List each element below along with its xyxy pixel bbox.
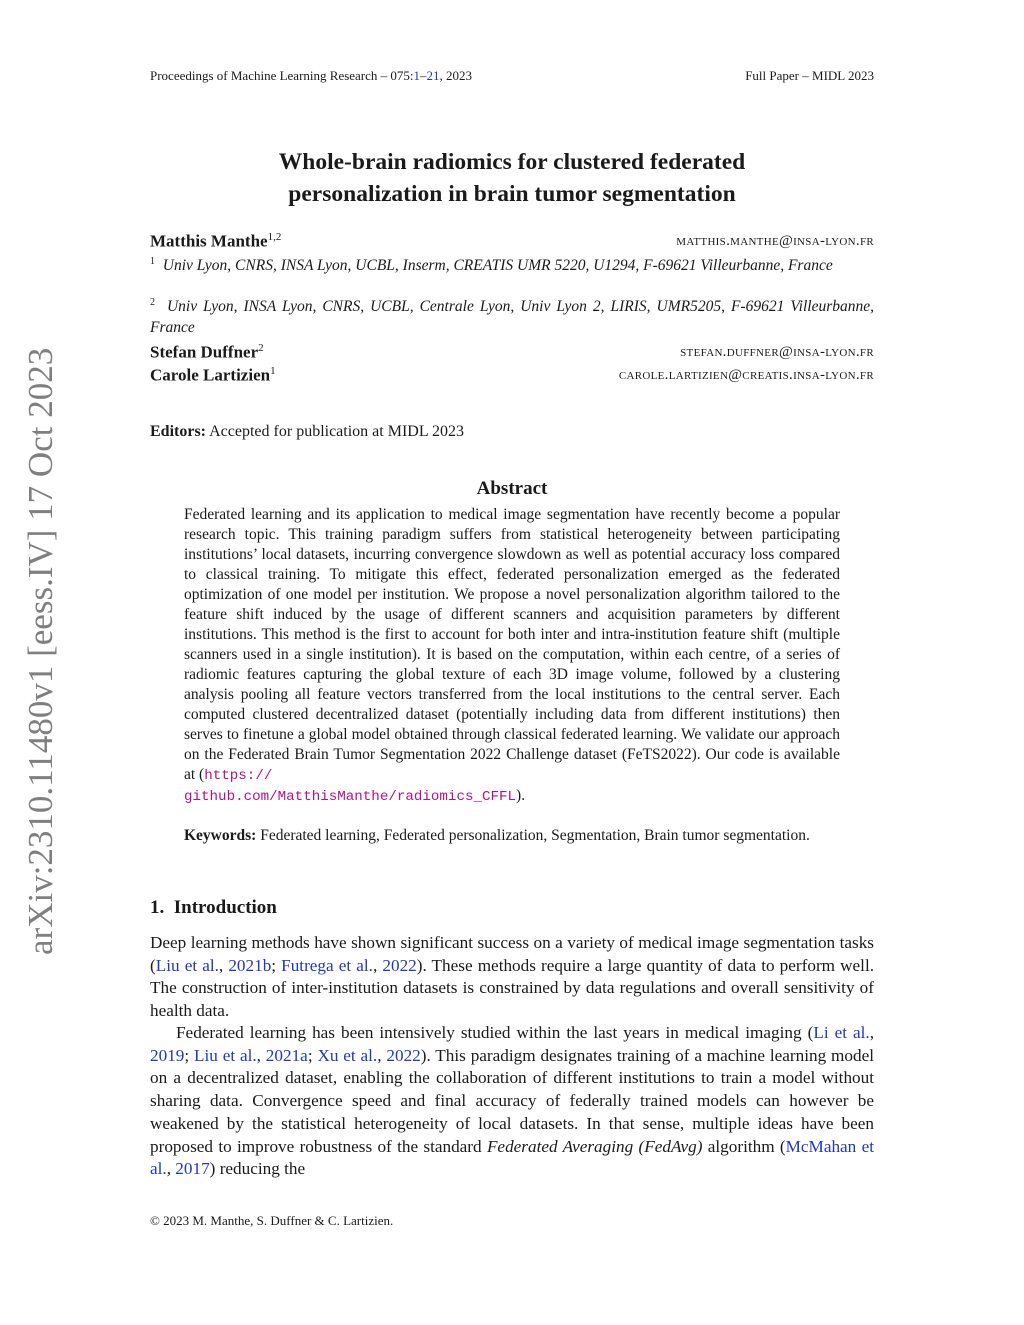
citation-link[interactable]: Futrega et al. — [281, 955, 373, 975]
author-email[interactable]: matthis.manthe@insa-lyon.fr — [676, 233, 874, 249]
author-name: Matthis Manthe$^{1,2}$ — [150, 231, 282, 251]
author-name: Stefan Duffner$^2$ — [150, 342, 264, 362]
keywords: Keywords: Federated learning, Federated personalization, Segmentation, Brain tumor segmentation. — [184, 827, 810, 844]
running-header-left: Proceedings of Machine Learning Research – 075:1–21, 2023 — [150, 68, 473, 83]
affiliation-2: $^2$ Univ Lyon, INSA Lyon, CNRS, UCBL, Centrale Lyon, Univ Lyon 2, LIRIS, UMR5205, F-69621 Villeurbanne, France — [150, 297, 874, 336]
abstract-body: Federated learning and its application to medical image segmentation have recently become a popular research topic. This training paradigm suffers from statistical heterogeneity between participating institutions’ local datasets, incurring convergence slowdown as well as potential accuracy loss compared to classical training. To mitigate this effect, federated personalization emerged as the federated optimization of one model per institution. We propose a novel personalization algorithm tailored to the feature shift induced by the usage of different scanners and acquisition parameters by different institutions. This method is the first to account for both inter and intra-institution feature shift (multiple scanners used in a single institution). It is based on the computation, within each centre, of a series of radiomic features capturing the global texture of each 3D image volume, followed by a clustering analysis pooling all feature vectors transferred from the local institutions to the central server. Each computed clustered decentralized dataset (potentially including data from different institutions) then serves to finetune a global model obtained through classical federated learning. We validate our approach on the Federated Brain Tumor Segmentation 2022 Challenge dataset (FeTS2022). Our code is available at (https:// github.com/MatthisManthe/radiomics_CFFL). — [184, 506, 840, 805]
author-row-2 — [150, 342, 874, 364]
citation-link[interactable]: 2022 — [386, 1045, 421, 1065]
citation-link[interactable]: 2017 — [175, 1159, 210, 1179]
title-line-1: Whole-brain radiomics for clustered federated — [278, 149, 746, 175]
citation-link[interactable]: Xu et al. — [317, 1045, 378, 1065]
editors-line: Editors: Accepted for publication at MIDL 2023 — [150, 423, 465, 440]
affiliation-1: $^1$ Univ Lyon, CNRS, INSA Lyon, UCBL, Inserm, CREATIS UMR 5220, U1294, F-69621 Villeurbanne, France — [150, 256, 833, 275]
code-url-link[interactable]: https:// — [204, 768, 273, 784]
author-row-1 — [150, 231, 874, 253]
abstract-heading: Abstract — [476, 478, 548, 499]
running-header-right: Full Paper – MIDL 2023 — [745, 68, 874, 83]
citation-link[interactable]: Li et al. — [813, 1023, 870, 1042]
copyright-notice: © 2023 M. Manthe, S. Duffner & C. Lartizien. — [150, 1213, 394, 1228]
citation-link[interactable]: Liu et al. — [155, 955, 219, 975]
author-email[interactable]: stefan.duffner@insa-lyon.fr — [680, 344, 874, 360]
citation-link[interactable]: 2022 — [382, 955, 417, 975]
section-heading: 1. Introduction — [150, 897, 277, 918]
page-range-end-link[interactable]: 21 — [426, 68, 440, 83]
citation-link[interactable]: 2021a — [265, 1045, 308, 1065]
arxiv-stamp: arXiv:2310.11480v1 [eess.IV] 17 Oct 2023 — [21, 347, 60, 955]
code-url-link-cont[interactable]: github.com/MatthisManthe/radiomics_CFFL — [184, 789, 517, 805]
author-row-3 — [150, 365, 874, 387]
citation-link[interactable]: 2019 — [150, 1045, 185, 1065]
title-line-2: personalization in brain tumor segmentation — [288, 181, 736, 207]
author-name: Carole Lartizien$^1$ — [150, 365, 276, 385]
citation-link[interactable]: 2021b — [228, 955, 272, 975]
citation-link[interactable]: Liu et al. — [194, 1045, 257, 1065]
page-range-start-link[interactable]: 1 — [413, 68, 421, 83]
intro-paragraph-1: Deep learning methods have shown significant success on a variety of medical image segmentation tasks (Liu et al., 2021b; Futrega et al., 2022). These methods require a large quantity of data to perform well. The construction of inter-institution datasets is constrained by data regulations and overall sensitivity of health data. — [150, 933, 875, 1021]
author-email[interactable]: carole.lartizien@creatis.insa-lyon.fr — [618, 367, 874, 383]
paper-title — [150, 146, 874, 210]
intro-paragraph-2: Federated learning has been intensively studied within the last years in medical imaging (Li et al., 2019; Liu et al., 2021a; Xu et al., 2022). This paradigm designates training of a machine learning model on a decentralized dataset, enabling the collaboration of different institutions to train a model without sharing data. Convergence speed and final accuracy of federally trained models can however be weakened by the statistical heterogeneity of local datasets. In that sense, multiple ideas have been proposed to improve robustness of the standard Federated Averaging (FedAvg) algorithm (McMahan et al., 2017) reducing the — [150, 1023, 874, 1179]
citation-link[interactable]: McMahan et al. — [150, 1136, 874, 1179]
